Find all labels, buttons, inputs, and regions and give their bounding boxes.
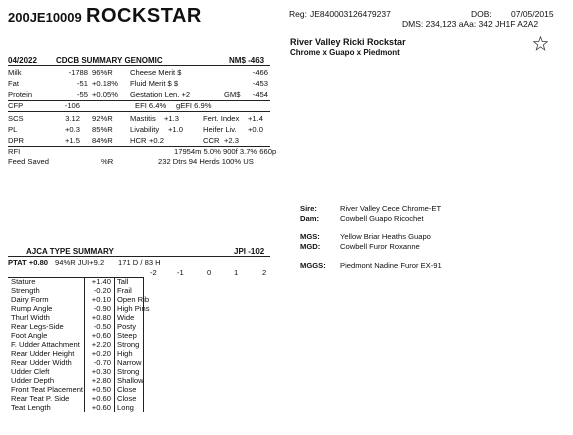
index-label: Cheese Merit $ [130, 68, 182, 77]
type-trait-value: +0.60 [91, 394, 111, 403]
type-trait-descriptor: Long [117, 403, 134, 412]
cdcb-row-scs [0, 114, 573, 124]
type-trait-value: +0.80 [91, 313, 111, 322]
type-trait-row [0, 367, 300, 376]
health-value: +1.0 [168, 125, 183, 134]
type-trait-name: Front Teat Placement [11, 385, 84, 394]
scale-tick-label: 0 [207, 268, 212, 277]
cdcb-date: 04/2022 [8, 56, 37, 65]
cdcb-title: CDCB SUMMARY GENOMIC [56, 56, 163, 65]
trait-label: Milk [8, 68, 22, 77]
type-trait-descriptor: High [117, 349, 133, 358]
mgd-value: Cowbell Furor Roxanne [340, 242, 420, 251]
scale-tick-label: -1 [177, 268, 184, 277]
type-trait-descriptor: Steep [117, 331, 137, 340]
type-trait-value: -0.20 [93, 286, 111, 295]
type-trait-name: Thurl Width [11, 313, 50, 322]
trait-value: -106 [64, 101, 80, 110]
index-label: Fluid Merit $ $ [130, 79, 179, 88]
type-trait-value: +1.40 [91, 277, 111, 286]
type-trait-name: Foot Angle [11, 331, 48, 340]
nm-dollar: NM$ -463 [229, 56, 265, 65]
animal-short-name: ROCKSTAR [86, 5, 202, 27]
type-trait-name: Udder Cleft [11, 367, 50, 376]
health-value: +1.3 [164, 114, 179, 123]
type-trait-name: Rear Teat P. Side [11, 394, 70, 403]
fertility-label: Heifer Liv. [203, 125, 237, 134]
type-trait-row [0, 394, 300, 403]
type-trait-row [0, 295, 300, 304]
reg-number: JE840003126479237 [310, 9, 391, 19]
cdcb-row-dpr [0, 136, 573, 146]
sire-value: River Valley Cece Chrome-ET [340, 204, 442, 213]
ptat-details: 94%R JUI+9.2 [55, 258, 105, 267]
cdcb-row-feed-saved [0, 157, 573, 167]
trait-value: +1.5 [65, 136, 80, 145]
trait-percent: +0.18% [92, 79, 118, 88]
type-trait-name: Udder Depth [11, 376, 55, 385]
trait-label: CFP [8, 101, 24, 110]
mgs-value: Yellow Briar Heaths Guapo [340, 232, 431, 241]
daughter-herd-summary: 232 Dtrs 94 Herds 100% US [158, 157, 254, 166]
gm-label: GM$ [224, 90, 241, 99]
type-trait-row [0, 277, 300, 286]
scale-tick-label: 1 [234, 268, 239, 277]
daughter-count: 171 D / 83 H [118, 258, 161, 267]
type-trait-name: Rear Udder Height [11, 349, 75, 358]
type-trait-value: -0.90 [93, 304, 111, 313]
type-trait-name: Rump Angle [11, 304, 53, 313]
type-trait-name: Rear Legs-Side [11, 322, 64, 331]
gefi-value: gEFI 6.9% [176, 101, 212, 110]
cdcb-row-pl [0, 125, 573, 135]
type-trait-descriptor: Posty [117, 322, 136, 331]
type-trait-row [0, 349, 300, 358]
trait-percent: +0.05% [92, 90, 118, 99]
trait-value: -55 [77, 90, 88, 99]
type-trait-descriptor: Tall [117, 277, 129, 286]
index-value: -453 [252, 79, 268, 88]
health-label: HCR [130, 136, 147, 145]
cdcb-divider [8, 65, 270, 66]
trait-label: RFI [8, 147, 21, 156]
cdcb-row-milk [0, 68, 573, 78]
fertility-value: +1.4 [248, 114, 263, 123]
type-trait-row [0, 286, 300, 295]
type-trait-name: Rear Udder Width [11, 358, 72, 367]
type-trait-value: +0.60 [91, 403, 111, 412]
type-trait-row [0, 304, 300, 313]
type-trait-row [0, 331, 300, 340]
type-trait-row [0, 376, 300, 385]
type-trait-row [0, 322, 300, 331]
trait-reliability: 84%R [92, 136, 113, 145]
type-trait-value: +0.30 [91, 367, 111, 376]
type-trait-name: Teat Length [11, 403, 51, 412]
dam-value: Cowbell Guapo Ricochet [340, 214, 424, 223]
rfi-values: 17954m 5.0% 900f 3.7% 660p [174, 147, 277, 156]
trait-value: +0.3 [65, 125, 80, 134]
type-trait-value: +2.80 [91, 376, 111, 385]
cdcb-row-cfp [0, 101, 573, 111]
type-trait-value: -0.50 [93, 322, 111, 331]
type-trait-name: Stature [11, 277, 36, 286]
type-trait-value: +0.20 [91, 349, 111, 358]
type-trait-row [0, 385, 300, 394]
trait-value: -1788 [68, 68, 88, 77]
scale-tick-label: 2 [262, 268, 267, 277]
trait-label: Feed Saved [8, 157, 49, 166]
type-trait-descriptor: Strong [117, 367, 140, 376]
registration-id: 200JE10009 [8, 10, 82, 25]
type-trait-name: F. Udder Attachment [11, 340, 80, 349]
animal-pedigree: Chrome x Guapo x Piedmont [290, 48, 400, 57]
trait-label: Fat [8, 79, 19, 88]
trait-reliability: 85%R [92, 125, 113, 134]
type-trait-row [0, 340, 300, 349]
fertility-value: +0.0 [248, 125, 263, 134]
dob-label: DOB: [471, 9, 492, 19]
fertility-value: +2.3 [224, 136, 239, 145]
trait-reliability: 96%R [92, 68, 113, 77]
cdcb-row-rfi [0, 147, 573, 157]
trait-label: PL [8, 125, 18, 134]
efi-value: EFI 6.4% [135, 101, 167, 110]
type-trait-descriptor: Wide [117, 313, 135, 322]
ajca-divider [8, 256, 270, 257]
type-trait-value: +0.10 [91, 295, 111, 304]
trait-reliability: %R [101, 157, 114, 166]
type-trait-descriptor: Frail [117, 286, 132, 295]
dob-value: 07/05/2015 [511, 9, 554, 19]
mgs-label: MGS: [300, 232, 320, 241]
scale-tick-label: -2 [150, 268, 157, 277]
animal-full-name: River Valley Ricki Rockstar [290, 37, 406, 47]
type-trait-descriptor: Strong [117, 340, 140, 349]
type-trait-descriptor: High Pins [117, 304, 150, 313]
dam-label: Dam: [300, 214, 319, 223]
trait-label: SCS [8, 114, 24, 123]
fertility-label: CCR [203, 136, 220, 145]
mggs-value: Piedmont Nadine Furor EX-91 [340, 261, 442, 270]
cdcb-row-fat [0, 79, 573, 89]
gm-value: -454 [252, 90, 268, 99]
cdcb-row-protein [0, 90, 573, 100]
trait-value: -51 [77, 79, 88, 88]
fertility-label: Fert. Index [203, 114, 240, 123]
type-trait-value: +0.50 [91, 385, 111, 394]
ajca-title: AJCA TYPE SUMMARY [26, 247, 114, 256]
type-trait-descriptor: Narrow [117, 358, 142, 367]
type-trait-descriptor: Open Rib [117, 295, 150, 304]
index-value: -466 [252, 68, 268, 77]
type-trait-value: -0.70 [93, 358, 111, 367]
cdcb-divider [8, 111, 270, 112]
type-trait-value: +2.20 [91, 340, 111, 349]
trait-label: DPR [8, 136, 25, 145]
type-trait-descriptor: Shallow [117, 376, 144, 385]
jpi-value: JPI -102 [234, 247, 265, 256]
type-trait-row [0, 358, 300, 367]
dms-line: DMS: 234,123 aAa: 342 JH1F A2A2 [402, 19, 539, 29]
health-label: Mastitis [130, 114, 156, 123]
trait-label: Protein [8, 90, 33, 99]
type-trait-name: Dairy Form [11, 295, 49, 304]
mggs-label: MGGS: [300, 261, 326, 270]
type-trait-descriptor: Close [117, 394, 137, 403]
mgd-label: MGD: [300, 242, 321, 251]
type-trait-descriptor: Close [117, 385, 137, 394]
type-trait-value: +0.60 [91, 331, 111, 340]
health-value: +0.2 [149, 136, 164, 145]
type-trait-row [0, 403, 300, 412]
trait-value: 3.12 [65, 114, 80, 123]
reg-label: Reg: [289, 9, 307, 19]
trait-reliability: 92%R [92, 114, 113, 123]
health-label: Livability [130, 125, 160, 134]
ptat-value: PTAT +0.80 [8, 258, 49, 267]
type-trait-name: Strength [11, 286, 40, 295]
sire-label: Sire: [300, 204, 317, 213]
type-trait-row [0, 313, 300, 322]
index-label: Gestation Len. +2 [130, 90, 191, 99]
star-icon [533, 36, 548, 51]
